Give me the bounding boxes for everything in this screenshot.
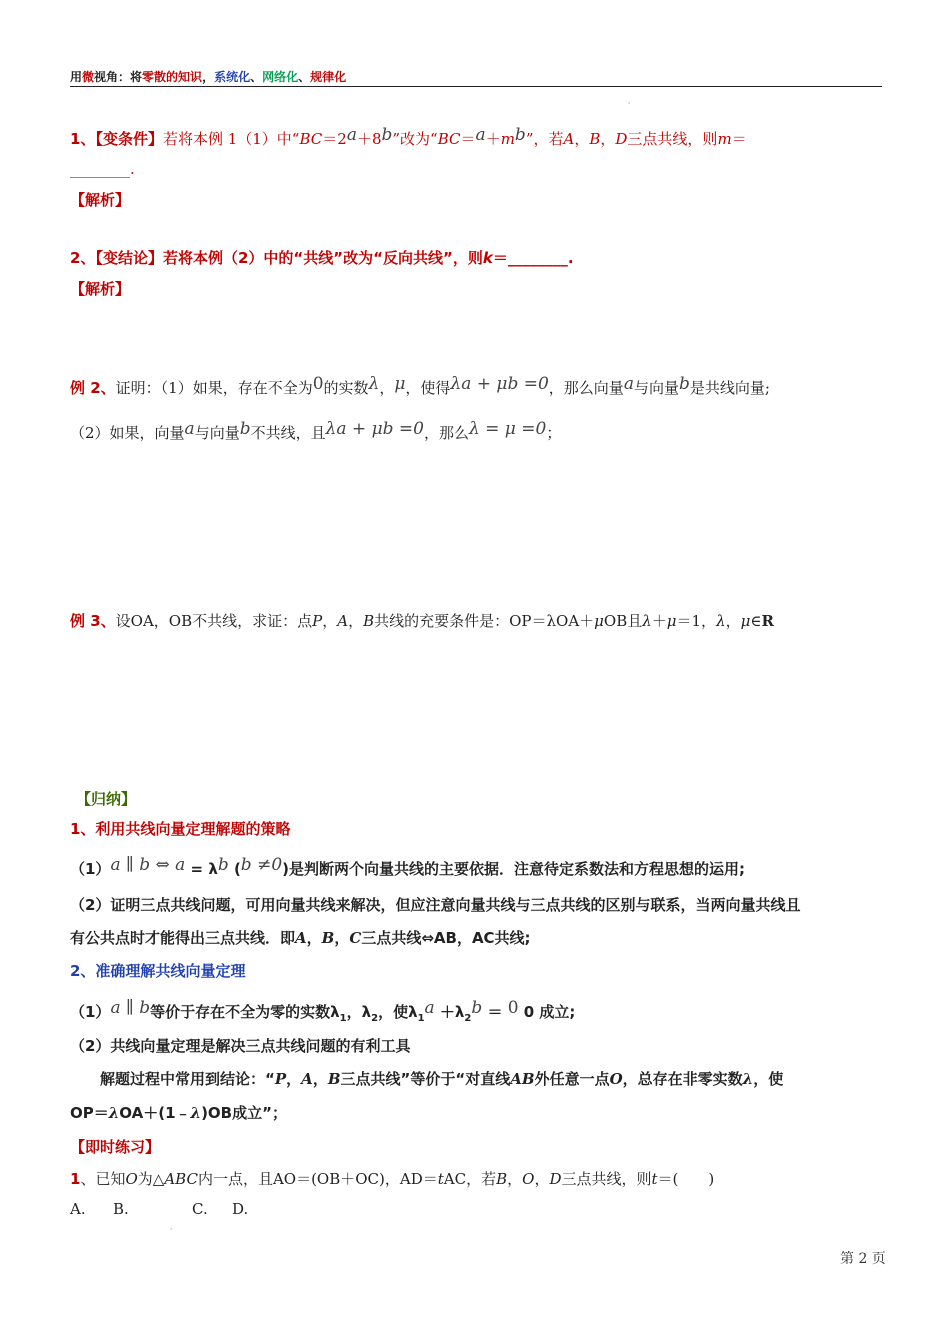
summary-text: ，λ	[346, 1003, 372, 1021]
example-text: ＝1，	[676, 612, 717, 630]
math-equation: λa + μb =0	[450, 374, 549, 394]
example-text: OB且	[603, 612, 643, 630]
summary-text: 三点共线”等价于“对直线	[340, 1070, 511, 1088]
math-var: b	[217, 855, 229, 875]
page-header	[70, 68, 346, 85]
example-label: 例 2、	[70, 379, 116, 397]
math-var: μ	[394, 374, 406, 394]
example-text: 证明：（1）如果，存在不全为	[115, 379, 313, 397]
example-text: ；	[546, 424, 562, 442]
decorative-dot: ˌ	[628, 96, 631, 105]
example-text: 不共线，且	[250, 424, 326, 442]
math-var: μ	[740, 612, 751, 630]
math-var: O	[609, 1070, 623, 1088]
summary-item-2-line-1: （2）证明三点共线问题，可用向量共线来解决，但应注意向量共线与三点共线的区别与联系，当两向量共线且	[70, 896, 801, 914]
example-text: ，那么向量	[548, 379, 624, 397]
summary-text: ，	[286, 1070, 302, 1088]
math-var: λ	[108, 1104, 120, 1122]
math-var: B	[589, 130, 601, 148]
summary-text: ＝	[482, 1003, 508, 1021]
question-text: 三点共线，则	[561, 1170, 652, 1188]
example-text: 的实数	[323, 379, 369, 397]
math-var: O	[522, 1170, 535, 1188]
math-var: D	[615, 130, 628, 148]
summary-text: 外任意一点	[534, 1070, 610, 1088]
summary-item-3	[70, 998, 576, 1024]
header-text: 用	[70, 70, 83, 84]
summary-text: （1）	[70, 860, 111, 878]
header-text: ，	[202, 70, 215, 84]
question-text: ＝	[731, 130, 747, 148]
header-text: 、	[298, 70, 311, 84]
summary-text: （1）	[70, 1003, 111, 1021]
math-var: P	[312, 612, 323, 630]
question-text: ＝2	[322, 130, 347, 148]
math-var: λ	[642, 612, 652, 630]
practice-title: 【即时练习】	[70, 1138, 161, 1156]
math-var: P	[274, 1070, 287, 1088]
summary-item-5-line-1	[100, 1068, 783, 1089]
header-text: 零散的知识	[142, 70, 203, 84]
question-text: 若将本例 1（1）中“	[162, 130, 300, 148]
math-var: b	[381, 125, 393, 145]
question-text: ，	[600, 130, 616, 148]
math-var: t	[651, 1170, 658, 1188]
math-var: μ	[666, 612, 677, 630]
summary-text: (	[228, 860, 241, 878]
summary-text: 等价于存在不全为零的实数λ	[150, 1003, 340, 1021]
math-var: BC	[299, 130, 323, 148]
math-expression: a ∥ b ⇔ a	[110, 855, 186, 875]
math-var: λ	[742, 1070, 754, 1088]
example-text: ，	[725, 612, 741, 630]
example-text: 与向量	[194, 424, 240, 442]
example-text: ，	[348, 612, 364, 630]
math-var: R	[761, 612, 774, 630]
summary-item-2-line-2	[70, 927, 531, 948]
math-var: m	[717, 130, 732, 148]
header-text: 系统化	[214, 70, 251, 84]
example-text: ，那么	[423, 424, 469, 442]
summary-text: )是判断两个向量共线的主要依据．注意待定系数法和方程思想的运用;	[282, 860, 746, 878]
summary-item-1	[70, 855, 746, 879]
question-text: ＋	[485, 130, 501, 148]
summary-heading-1: 1、利用共线向量定理解题的策略	[70, 820, 291, 838]
header-text: 微	[82, 70, 95, 84]
math-var: b	[514, 125, 526, 145]
question-text: ”改为“	[392, 130, 438, 148]
example-text: 设OA，OB不共线，求证：点	[115, 612, 313, 630]
example-text: ，使得	[405, 379, 451, 397]
header-text: 视角：将	[94, 70, 143, 84]
summary-text: OA＋(1﹣	[119, 1104, 191, 1122]
math-var: b	[471, 998, 483, 1018]
subscript: 2	[464, 1013, 472, 1024]
question-text: AC，若	[443, 1170, 497, 1188]
math-var: B	[496, 1170, 508, 1188]
math-var: b	[678, 374, 690, 394]
question-number: 2、	[70, 249, 96, 267]
question-text: ＝	[460, 130, 476, 148]
question-text: 为△	[137, 1170, 165, 1188]
summary-title: 【归纳】	[76, 790, 137, 808]
math-var: A	[337, 612, 349, 630]
math-var: AB	[510, 1070, 535, 1088]
math-var: a	[475, 125, 486, 145]
example-3	[70, 610, 774, 631]
question-1	[70, 125, 747, 149]
question-number: 1、	[70, 130, 96, 148]
math-var: 0	[312, 374, 324, 394]
example-2-line-1	[70, 374, 770, 398]
subscript: 1	[339, 1013, 347, 1024]
header-text: 、	[250, 70, 263, 84]
question-text: ，	[534, 1170, 550, 1188]
practice-question-1	[70, 1168, 714, 1189]
math-equation: λa + μb =0	[325, 419, 424, 439]
example-text: 与向量	[633, 379, 679, 397]
header-text: 规律化	[310, 70, 347, 84]
summary-heading-2: 2、准确理解共线向量定理	[70, 962, 246, 980]
header-text: 网络化	[262, 70, 299, 84]
option-b: B.	[113, 1200, 129, 1218]
subscript: 1	[417, 1013, 425, 1024]
math-var: BC	[437, 130, 461, 148]
summary-text: ，使	[753, 1070, 784, 1088]
example-text: 是共线向量;	[689, 379, 770, 397]
question-text: ，	[507, 1170, 523, 1188]
analysis-label: 【解析】	[70, 280, 131, 298]
summary-text: ，	[306, 929, 322, 947]
question-text: ＋8	[356, 130, 382, 148]
question-text: 三点共线，则	[627, 130, 718, 148]
math-var: λ	[190, 1104, 202, 1122]
analysis-label: 【解析】	[70, 191, 131, 209]
math-var: m	[500, 130, 515, 148]
example-text: 共线的充要条件是：OP＝λOA＋	[374, 612, 595, 630]
math-var: a	[346, 125, 357, 145]
option-a: A.	[70, 1200, 86, 1218]
example-text: （2）如果，向量	[70, 424, 185, 442]
math-equation: λ = μ =0	[468, 419, 547, 439]
header-rule	[70, 86, 882, 87]
option-d: D.	[232, 1200, 249, 1218]
question-text: ，	[574, 130, 590, 148]
page-number: 第 2 页	[840, 1251, 886, 1267]
math-var: a	[623, 374, 634, 394]
math-var: μ	[594, 612, 604, 630]
math-var: a	[184, 419, 195, 439]
summary-text: 三点共线⇔AB，AC共线;	[361, 929, 531, 947]
question-text: 若将本例（2）中的“共线”改为“反向共线”，则	[162, 249, 483, 267]
summary-text: 解题过程中常用到结论：“	[100, 1070, 275, 1088]
question-number: 1	[70, 1170, 81, 1188]
question-tag: 【变结论】	[95, 249, 163, 267]
example-text: ，	[379, 379, 395, 397]
math-var: B	[321, 929, 335, 947]
math-var: t	[437, 1170, 444, 1188]
option-c: C.	[192, 1200, 208, 1218]
summary-text: = λ	[185, 860, 218, 878]
decorative-dot: ˌ	[170, 1222, 173, 1231]
summary-text: )OB成立”；	[201, 1104, 287, 1122]
math-var: a	[424, 998, 435, 1018]
math-var: ABC	[164, 1170, 198, 1188]
math-var: C	[349, 929, 362, 947]
math-var: B	[363, 612, 375, 630]
summary-text: ，	[334, 929, 350, 947]
summary-text: ，总存在非零实数	[622, 1070, 743, 1088]
question-text: ＝________.	[492, 249, 574, 267]
math-expression: a ∥ b	[110, 998, 151, 1018]
summary-item-4: （2）共线向量定理是解决三点共线问题的有利工具	[70, 1037, 411, 1055]
question-tag: 【变条件】	[95, 130, 163, 148]
math-var: λ	[716, 612, 726, 630]
summary-text: 0 成立;	[518, 1003, 576, 1021]
question-2	[70, 247, 574, 268]
example-text: ∈	[750, 612, 762, 630]
example-text: ＋	[651, 612, 667, 630]
math-expression: b ≠0	[240, 855, 283, 875]
math-var: 0	[507, 998, 519, 1018]
math-var: b	[239, 419, 251, 439]
question-text: 内一点，且AO＝(OB＋OC)，AD＝	[197, 1170, 438, 1188]
math-var: k	[482, 249, 493, 267]
summary-text: ，使λ	[378, 1003, 418, 1021]
math-var: B	[327, 1070, 341, 1088]
example-text: ，	[322, 612, 338, 630]
question-text: ”，若	[525, 130, 564, 148]
math-var: D	[549, 1170, 562, 1188]
example-label: 例 3、	[70, 612, 116, 630]
math-var: O	[125, 1170, 138, 1188]
summary-text: ＋λ	[434, 1003, 465, 1021]
example-2-line-2	[70, 419, 562, 443]
summary-item-5-line-2	[70, 1102, 287, 1123]
math-var: A	[301, 1070, 313, 1088]
question-text: ＝( )	[657, 1170, 715, 1188]
subscript: 2	[371, 1013, 379, 1024]
summary-text: OP＝	[70, 1104, 109, 1122]
summary-text: 有公共点时才能得出三点共线．即	[70, 929, 296, 947]
math-var: A	[295, 929, 307, 947]
answer-blank: ________.	[70, 160, 135, 178]
summary-text: ，	[312, 1070, 328, 1088]
question-text: 、已知	[80, 1170, 126, 1188]
math-var: A	[563, 130, 575, 148]
math-var: λ	[368, 374, 380, 394]
